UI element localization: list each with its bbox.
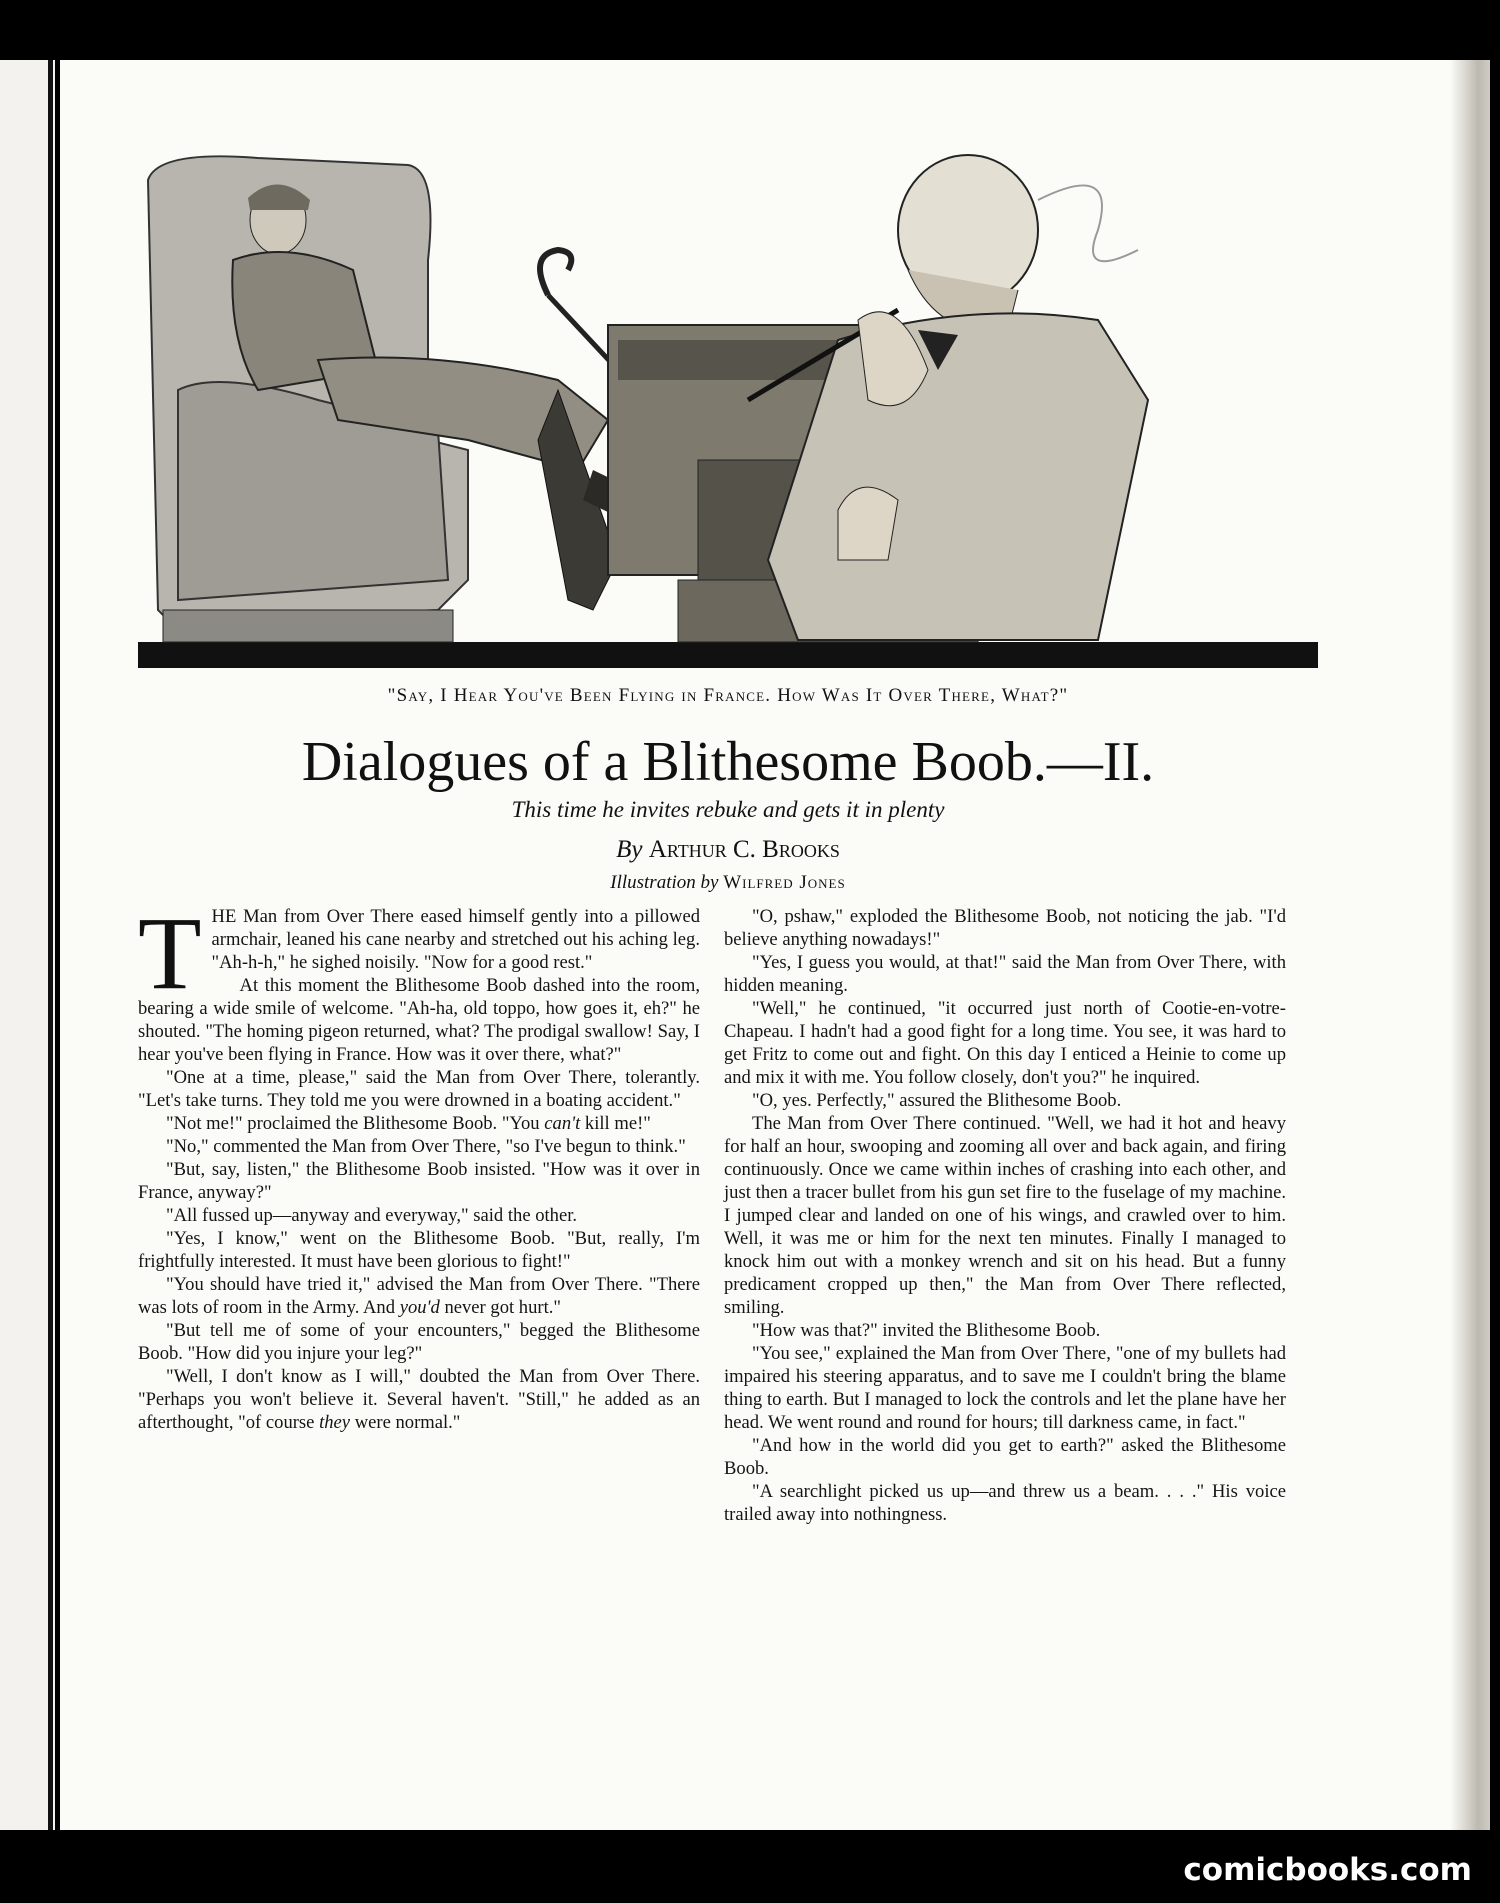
paragraph: "All fussed up—anyway and everyway," said the other. [166, 1205, 578, 1226]
paragraph: "O, yes. Perfectly," assured the Blithesome Boob. [752, 1090, 1122, 1111]
illustrator-name: Wilfred Jones [723, 872, 846, 893]
paragraph: "One at a time, please," said the Man from Over There, tolerantly. "Let's take turns. They told me you were drowned in a boating accident." [138, 1067, 700, 1111]
paragraph: "No," commented the Man from Over There, "so I've begun to think." [166, 1136, 686, 1157]
drop-cap: T [138, 896, 202, 1011]
byline-prefix: By [616, 836, 643, 863]
paragraph: THE Man from Over There eased himself gently into a pillowed armchair, leaned his cane nearby and stretched out his aching leg. "Ah-h-h," he sighed noisily. "Now for a good rest." [138, 896, 700, 1011]
paragraph: "But tell me of some of your encounters," begged the Blithesome Boob. "How did you injure your leg?" [138, 1320, 700, 1364]
author-name: Arthur C. Brooks [648, 836, 840, 863]
paragraph: "O, pshaw," exploded the Blithesome Boob, not noticing the jab. "I'd believe anything nowadays!" [724, 906, 1286, 950]
paragraph: "Yes, I guess you would, at that!" said the Man from Over There, with hidden meaning. [724, 952, 1286, 996]
paragraph: "Well," he continued, "it occurred just north of Cootie-en-votre-Chapeau. I hadn't had a good fight for a long time. You see, it was hard to get Fritz to come out and fight. On this day I enticed a Heinie to come up and mix it with me. You follow closely, don't you?" he inquired. [724, 998, 1286, 1088]
illustration-credit-prefix: Illustration by [610, 872, 719, 893]
article-column-right [724, 905, 1286, 1526]
paragraph: The Man from Over There continued. "Well, we had it hot and heavy for half an hour, swooping and zooming all over and back again, and firing continuously. Once we came within inches of crashing into each other, and just then a tracer bullet from his gun set fire to the fuselage of my machine. I jumped clear and landed on one of his wings, and crawled over to him. Well, it was me or him for the next ten minutes. Finally I managed to knock him out with a monkey wrench and sit on his head. But a funny predicament cropped up then," the Man from Over There reflected, smiling. [724, 1113, 1286, 1318]
paragraph: "Not me!" proclaimed the Blithesome Boob. "You can't kill me!" [166, 1113, 651, 1134]
article-subtitle: This time he invites rebuke and gets it in plenty [511, 797, 945, 822]
article-title: Dialogues of a Blithesome Boob.—II. [301, 731, 1155, 793]
paragraph: "You see," explained the Man from Over There, "one of my bullets had impaired his steering apparatus, and to save me I couldn't bring the blame thing to earth. But I managed to lock the controls and let the plane have her head. We went round and round for hours; till darkness came, in fact." [724, 1343, 1286, 1433]
left-page-edge [0, 60, 55, 1830]
site-watermark: comicbooks.com [1183, 1852, 1472, 1888]
paragraph: "How was that?" invited the Blithesome Boob. [752, 1320, 1101, 1341]
illustration-caption: "Say, I Hear You've Been Flying in France. How Was It Over There, What?" [387, 685, 1069, 706]
paragraph: "You should have tried it," advised the Man from Over There. "There was lots of room in the Army. And you'd never got hurt." [138, 1274, 700, 1318]
illustration [138, 140, 1318, 670]
byline [138, 836, 1318, 864]
paragraph: At this moment the Blithesome Boob dashed into the room, bearing a wide smile of welcome. "Ah-ha, old toppo, how goes it, eh?" he shouted. "The homing pigeon returned, what? The prodigal swallow! Say, I hear you've been flying in France. How was it over there, what?" [138, 975, 700, 1065]
page-edge-shadow [1450, 60, 1490, 1830]
article-column-left [138, 896, 700, 1434]
paragraph: "And how in the world did you get to earth?" asked the Blithesome Boob. [724, 1435, 1286, 1479]
paragraph: "Yes, I know," went on the Blithesome Boob. "But, really, I'm frightfully interested. It must have been glorious to fight!" [138, 1228, 700, 1272]
paragraph: "A searchlight picked us up—and threw us a beam. . . ." His voice trailed away into nothingness. [724, 1481, 1286, 1525]
paragraph: "But, say, listen," the Blithesome Boob insisted. "How was it over in France, anyway?" [138, 1159, 700, 1203]
illustration-credit [138, 872, 1318, 894]
paragraph: "Well, I don't know as I will," doubted the Man from Over There. "Perhaps you won't believe it. Several haven't. "Still," he added as an afterthought, "of course they were normal." [138, 1366, 700, 1433]
